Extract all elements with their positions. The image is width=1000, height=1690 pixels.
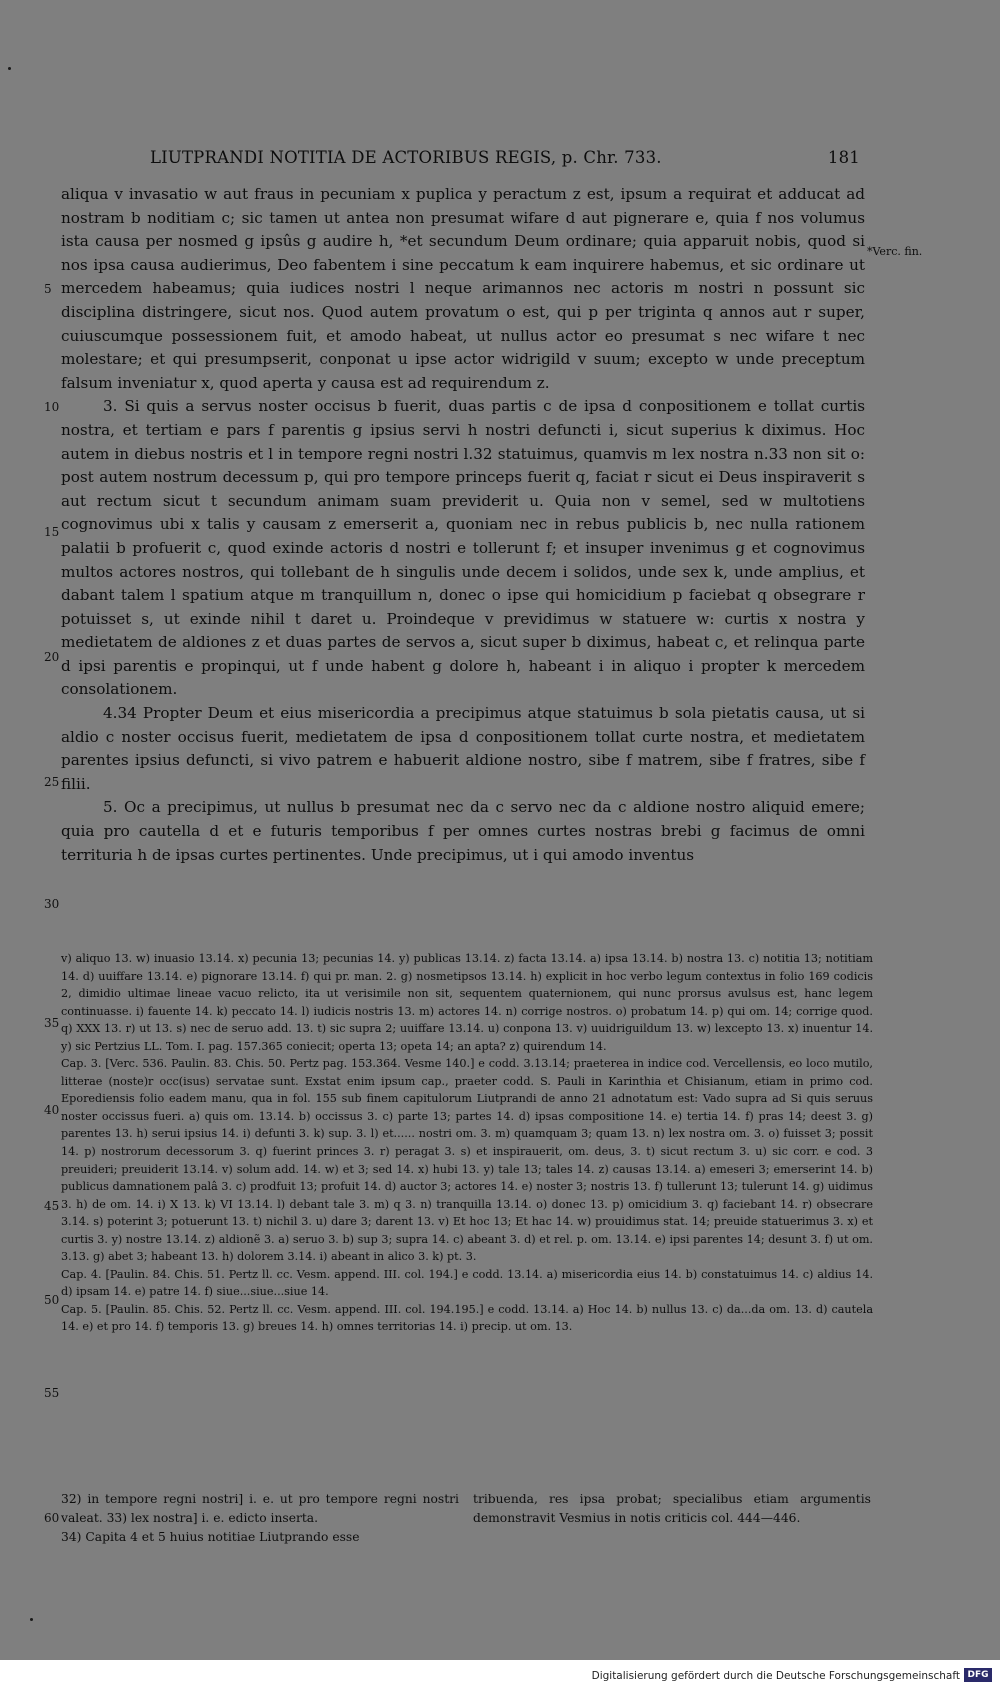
- line-number: 15: [44, 525, 60, 539]
- scan-speck: [30, 1618, 33, 1621]
- commentary-right-column: [473, 1490, 871, 1528]
- footer-bar: [0, 1660, 1000, 1690]
- running-header: [150, 148, 860, 167]
- line-number: 55: [44, 1386, 60, 1400]
- line-number: 5: [44, 282, 52, 296]
- line-number: 20: [44, 650, 60, 664]
- apparatus-cap-5: Cap. 5. [Paulin. 85. Chis. 52. Pertz ll. cc. Vesm. append. III. col. 194.195.] e codd. 13.14. a) Hoc 14. b) nullus 13. c) da...da om. 13. d) cautela 14. e) et pro 14. f) temporis 13. g) breues 14. h) omnes territorias 14. i) precip. ut om. 13.: [61, 1302, 873, 1334]
- line-number: 25: [44, 775, 60, 789]
- dfg-logo: DFG: [964, 1668, 992, 1682]
- funding-credit: Digitalisierung gefördert durch die Deutsche Forschungsgemeinschaft: [591, 1670, 960, 1682]
- line-number: 50: [44, 1293, 60, 1307]
- line-number: 60: [44, 1511, 60, 1525]
- line-number: 45: [44, 1199, 60, 1213]
- main-text: [61, 183, 865, 867]
- paragraph-cap-3: 3. Si quis a servus noster occisus b fuerit, duas partis c de ipsa d conpositionem e tollat curtis nostra, et tertiam e pars f parentis g ipsius servi h nostri defuncti i, sicut superius k diximus. Hoc autem in diebus nostris et l in tempore regni nostri l.32 statuimus, quamvis m lex nostra n.33 non sit o: post autem nostrum decessum p, qui pro tempore princeps fuerit q, faciat r sicut ei Deus inspiraverit s aut rectum sicut t secundum animam suam previderit u. Quia non v semel, sed w multotiens cognovimus ubi x talis y causam z emerserit a, quoniam nec in rebus publicis b, nec nulla rationem palatii b profuerit c, quod exinde actoris d nostri e tollerunt f; et insuper invenimus g et cognovimus multos actores nostros, qui tollebant de h singulis unde decem i solidos, unde sex k, unde amplius, et dabant talem l spatium atque m tranquillum n, donec o ipse qui homicidium p faciebat q obsegrare r potuisset s, ut exinde nihil t daret u. Proindeque v previdimus w statuere w: curtis x nostra y medietatem de aldiones z et duas partes de servos a, sicut super b diximus, habeat c, et relinqua parte d ipsi parentis e propinqui, ut f unde habent g dolore h, habeant i in aliquo i propter k mercedem consolationem.: [61, 397, 865, 699]
- apparatus-cap-2: v) aliquo 13. w) inuasio 13.14. x) pecunia 13; pecunias 14. y) publicas 13.14. z) facta 13.14. a) ipsa 13.14. b) nostra 13. c) notitia 13; notitiam 14. d) uuiffare 13.14. e) pignorare 13.14. f) qui pr. man. 2. g) nosmetipsos 13.14. h) explicit in hoc verbo legum contextus in folio 169 codicis 2, dimidio ultimae lineae vacuo relicto, ita ut verisimile non sit, sequentem quaternionem, qui nunc prorsus avulsus est, hanc legem continuasse. i) fauente 14. k) peccato 14. l) iudicis nostris 13. m) actores 14. n) corrige nostros. o) probatum 14. p) qui om. 14; corrige quod. q) XXX 13. r) ut 13. s) nec de seruo add. 13. t) sic supra 2; uuiffare 13.14. u) conpona 13. v) uuidriguildum 13. w) lexcepto 13. x) inuentur 14. y) sic Pertzius LL. Tom. I. pag. 157.365 coniecit; operta 13; opeta 14; an apta? z) quirendum 14.: [61, 952, 873, 1053]
- critical-apparatus: [61, 950, 873, 1336]
- header-title: LIUTPRANDI NOTITIA DE ACTORIBUS REGIS, p. Chr. 733.: [150, 148, 662, 167]
- commentary-left-column: [61, 1490, 459, 1547]
- line-number: 35: [44, 1016, 60, 1030]
- paragraph-cap-5: 5. Oc a precipimus, ut nullus b presumat nec da c servo nec da c aldione nostro aliquid emere; quia pro cautella d et e futuris temporibus f per omnes curtes nostras brebi g facimus de omni territuria h de ipsas curtes pertinentes. Unde precipimus, ut i qui amodo inventus: [61, 798, 865, 864]
- paragraph-cap-4: 4.34 Propter Deum et eius misericordia a precipimus atque statuimus b sola pietatis causa, ut si aldio c noster occisus fuerit, medietatem de ipsa d conpositionem tollat curte nostra, et medietatem parentes ipsius defuncti, si vivo patrem e habuerit aldione nostro, sibe f matrem, sibe f fratres, sibe f filii.: [61, 704, 865, 793]
- line-number: 10: [44, 400, 60, 414]
- scan-speck: [8, 67, 11, 70]
- margin-note: *Verc. fin.: [867, 245, 923, 258]
- page-number: 181: [827, 148, 860, 167]
- commentary-note-34: 34) Capita 4 et 5 huius notitiae Liutprando esse: [61, 1530, 360, 1544]
- line-number: 30: [44, 897, 60, 911]
- commentary-note-32-33: 32) in tempore regni nostri] i. e. ut pro tempore regni nostri valeat. 33) lex nostra] i. e. edicto inserta.: [61, 1492, 459, 1525]
- line-number: 40: [44, 1103, 60, 1117]
- apparatus-cap-4: Cap. 4. [Paulin. 84. Chis. 51. Pertz ll. cc. Vesm. append. III. col. 194.] e codd. 13.14. a) misericordia eius 14. b) constatuimus 14. c) aldius 14. d) ipsam 14. e) patre 14. f) siue...siue...siue 14.: [61, 1267, 873, 1299]
- paragraph-cap-2-end: aliqua v invasatio w aut fraus in pecuniam x puplica y peractum z est, ipsum a requirat et adducat ad nostram b noditiam c; sic tamen ut antea non presumat wifare d aut pignerare e, quia f nos volumus ista causa per nosmed g ipsûs g audire h, *et secundum Deum ordinare; quia apparuit nobis, quod si nos ipsa causa audierimus, Deo fabentem i sine peccatum k eam inquirere habemus, et sic ordinare ut mercedem habeamus; quia iudices nostri l neque arimannos nec actoris m nostri n possunt sic disciplina distringere, sicut nos. Quod autem provatum o est, qui p per triginta q annos aut r super, cuiuscumque possessionem fuit, et amodo habeat, ut nullus actor eo presumat s nec wifare t nec molestare; et qui presumpserit, conponat u ipse actor widrigild v suum; excepto w unde preceptum falsum inveniatur x, quod aperta y causa est ad requirendum z.: [61, 185, 865, 392]
- commentary-note-34-cont: tribuenda, res ipsa probat; specialibus etiam argumentis demonstravit Vesmius in notis criticis col. 444—446.: [473, 1492, 871, 1525]
- apparatus-cap-3: Cap. 3. [Verc. 536. Paulin. 83. Chis. 50. Pertz pag. 153.364. Vesme 140.] e codd. 3.13.14; praeterea in indice cod. Vercellensis, eo loco mutilo, litterae (noste)r occ(isus) servatae sunt. Exstat enim ipsum cap., praeter codd. S. Pauli in Karinthia et Chisianum, etiam in primo cod. Eporediensis folio eadem manu, qua in fol. 155 sub finem capitulorum Liutprandi de anno 21 adnotatum est: Vado supra ad Si quis seruus noster occissus fueri. a) quis om. 13.14. b) occissus 3. c) parte 13; partes 14. d) ipsas compositione 14. e) tertia 14. f) pras 14; deest 3. g) parentes 13. h) serui ipsius 14. i) defunti 3. k) sup. 3. l) et...... nostri om. 3. m) quamquam 3; quam 13. n) lex nostra om. 3. o) fuisset 3; possit 14. p) nostrorum decessorum 3. q) fuerint princes 3. r) peragat 3. s) et inspirauerit, om. deus, 3. t) sicut rectum 3. u) sic corr. e cod. 3 preuideri; preuiderit 13.14. v) solum add. 14. w) et 3; sed 14. x) hubi 13. y) tale 13; tales 14. z) causas 13.14. a) emeseri 3; emerserint 14. b) publicus damnationem palâ 3. c) prodfuit 13; profuit 14. d) auctor 3; actores 14. e) noster 3; nostris 13. f) tullerunt 13; tulerunt 14. g) uidimus 3. h) de om. 14. i) X 13. k) VI 13.14. l) debant tale 3. m) q 3. n) tranquilla 13.14. o) donec 13. p) omicidium 3. q) faciebant 14. r) obsecrare 3.14. s) poterint 3; potuerunt 13. t) nichil 3. u) dare 3; darent 13. v) Et hoc 13; Et hac 14. w) prouidimus stat. 14; preuide statuerimus 3. x) et curtis 3. y) nostre 13.14. z) aldionẽ 3. a) seruo 3. b) sup 3; supra 14. c) abeant 3. d) et rel. p. om. 13.14. e) ipsi parentes 14; desunt 3. f) ut om. 3.13. g) abet 3; habeant 13. h) dolorem 3.14. i) abeant in alico 3. k) pt. 3.: [61, 1057, 873, 1264]
